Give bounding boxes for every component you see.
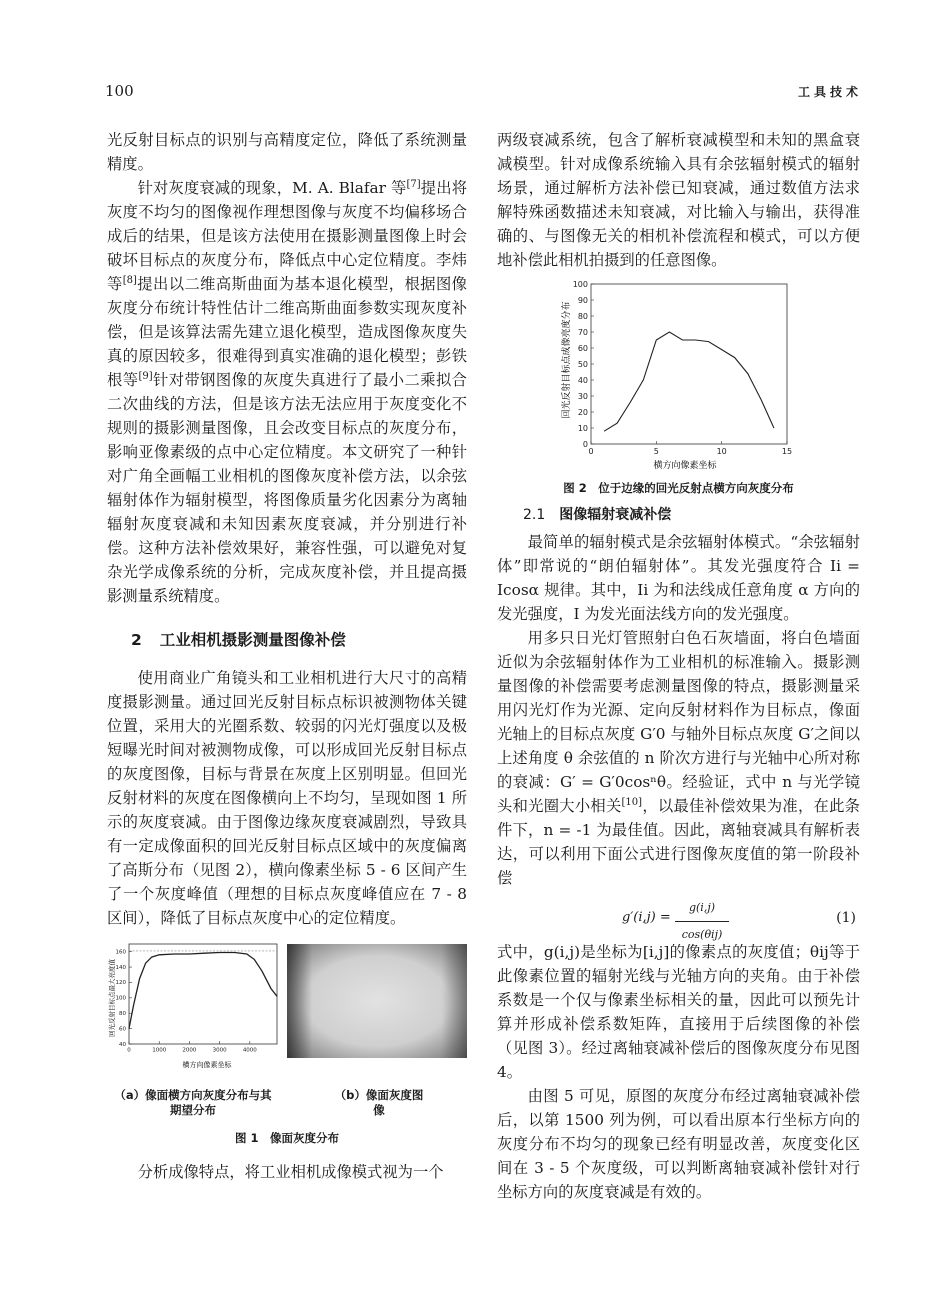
left-paragraph-2: 针对灰度衰减的现象，M. A. Blafar 等[7]提出将灰度不均匀的图像视作理想图像与灰度不均偏移场合成后的结果，但是该方法使用在摄影测量图像上时会破坏目标点的灰度分布，降低点中心定位精度。李炜等[8]提出以二维高斯曲面为基本退化模型，根据图像灰度分布统计特性估计二维高斯曲面参数实现灰度补偿，但是该算法需先建立退化模型，造成图像灰度失真的原因较多，很难得到真实准确的退化模型；彭铁根等[9]针对带钢图像的灰度失真进行了最小二乘拟合二次曲线的方法，但是该方法无法应用于灰度变化不规则的摄影测量图像，且会改变目标点的灰度分布，影响亚像素级的点中心定位精度。本文研究了一种针对广角全画幅工业相机的图像灰度补偿方法，以余弦辐射体作为辐射模型，将图像质量劣化因素分为离轴辐射灰度衰减和未知因素灰度衰减，并分别进行补偿。这种方法补偿效果好，兼容性强，可以避免对复杂光学成像系统的分析，完成灰度补偿，并且提高摄影测量系统精度。 xyxy=(107,178,467,605)
citation-7: [7] xyxy=(406,178,421,190)
citation-9: [9] xyxy=(138,370,153,382)
x-tick-label: 10 xyxy=(716,447,727,456)
equation-label: (1) xyxy=(836,910,856,926)
y-tick-label: 120 xyxy=(115,980,126,987)
left-paragraph-3: 使用商业广角镜头和工业相机进行大尺寸的高精度摄影测量。通过回光反射目标点标识被测物体关键位置，采用大的光圈系数、较弱的闪光灯强度以及极短曝光时间对被测物成像，可以形成回光反射目标点的灰度图像，目标与背景在灰度上区别明显。但回光反射材料的灰度在图像横向上不均匀，呈现如图 1 所示的灰度衰减。由于图像边缘灰度衰减剧烈，导致具有一定成像面积的回光反射目标点区域中的灰度偏离了高斯分布（见图 2），横向像素坐标 5 - 6 区间产生了一个灰度峰值（理想的目标点灰度峰值应在 7 - 8 区间），降低了目标点灰度中心的定位精度。 xyxy=(107,669,467,927)
x-tick-label: 1000 xyxy=(152,1047,167,1054)
equation-fraction xyxy=(675,896,729,947)
y-tick-label: 80 xyxy=(119,1010,126,1017)
figure-1a-chart xyxy=(103,940,283,1070)
left-paragraph-4: 分析成像特点，将工业相机成像模式视为一个 xyxy=(137,1163,444,1181)
y-tick-label: 30 xyxy=(577,392,588,401)
citation-10: [10] xyxy=(621,796,643,808)
x-tick-label: 4000 xyxy=(242,1047,257,1054)
y-tick-label: 90 xyxy=(577,296,588,305)
equation-denominator: cos(θij) xyxy=(681,928,723,941)
figure-1a-xlabel: 横方向像素坐标 xyxy=(182,1061,232,1069)
y-tick-label: 50 xyxy=(577,360,588,369)
section-2-1-heading: 2.1 图像辐射衰减补偿 xyxy=(523,507,672,523)
x-tick-label: 15 xyxy=(781,447,793,456)
figure-2-ylabel: 回光反射目标点成像亮度分布 xyxy=(562,301,572,419)
figure-2 xyxy=(497,280,860,476)
x-tick-label: 0 xyxy=(588,447,594,456)
figure-1-subcaptions xyxy=(107,1088,467,1122)
figure-1b-caption: （b）像面灰度图像 xyxy=(334,1088,424,1117)
figure-2-caption: 图 2 位于边缘的回光反射点横方向灰度分布 xyxy=(563,481,794,495)
y-tick-label: 60 xyxy=(577,344,588,353)
section-2-heading: 2 工业相机摄影测量图像补偿 xyxy=(131,631,346,649)
x-tick-label: 3000 xyxy=(212,1047,227,1054)
journal-section: 工具技术 xyxy=(797,85,862,99)
series-line-1 xyxy=(604,332,774,431)
right-paragraph-4: 式中，g(i,j)是坐标为[i,j]的像素点的灰度值；θij等于此像素位置的辐射光线与光轴方向的夹角。由于补偿系数是一个仅与像素坐标相关的量，因此可以预先计算并形成补偿系数矩阵，直接用于后续图像的补偿（见图 3）。经过离轴衰减补偿后的图像灰度分布见图 4。 xyxy=(497,943,860,1081)
y-tick-label: 140 xyxy=(115,964,126,971)
y-tick-label: 100 xyxy=(572,280,588,289)
y-tick-label: 40 xyxy=(577,376,588,385)
citation-8: [8] xyxy=(122,274,137,286)
y-tick-label: 100 xyxy=(115,995,126,1002)
figure-2-xlabel: 横方向像素坐标 xyxy=(653,461,717,471)
y-tick-label: 160 xyxy=(115,949,126,956)
left-paragraph-1: 光反射目标点的识别与高精度定位，降低了系统测量精度。 xyxy=(107,131,467,173)
figure-1a-caption: （a）像面横方向灰度分布与其期望分布 xyxy=(114,1088,272,1117)
y-tick-label: 10 xyxy=(577,424,588,433)
y-tick-label: 80 xyxy=(577,312,588,321)
x-tick-label: 0 xyxy=(127,1047,131,1054)
series-line-1 xyxy=(129,953,277,1029)
equation-numerator: g(i,j) xyxy=(675,896,729,922)
equation-lhs: g′(i,j) = xyxy=(622,910,671,925)
figure-1-caption: 图 1 像面灰度分布 xyxy=(234,1131,339,1145)
figure-1 xyxy=(107,940,467,1088)
y-tick-label: 70 xyxy=(577,328,588,337)
x-tick-label: 5 xyxy=(653,447,659,456)
plot-frame xyxy=(591,284,787,444)
figure-1a-ylabel: 回光反射目标点最大亮度值 xyxy=(108,959,116,1037)
x-tick-label: 2000 xyxy=(182,1047,197,1054)
equation-1 xyxy=(497,894,860,941)
figure-2-chart xyxy=(555,280,815,474)
y-tick-label: 0 xyxy=(582,440,588,449)
right-paragraph-1: 两级衰减系统，包含了解析衰减模型和未知的黑盒衰减模型。针对成像系统输入具有余弦辐射模式的辐射场景，通过解析方法补偿已知衰减，通过数值方法求解特殊函数描述未知衰减，对比输入与输出，获得准确的、与图像无关的相机补偿流程和模式，可以方便地补偿此相机拍摄到的任意图像。 xyxy=(497,131,860,269)
y-tick-label: 40 xyxy=(119,1041,126,1048)
page-number: 100 xyxy=(105,82,134,100)
left-column xyxy=(107,128,467,1184)
right-paragraph-2: 最简单的辐射模式是余弦辐射体模式。“余弦辐射体”即常说的“朗伯辐射体”。其发光强度符合 Ii = Icosα 规律。其中，Ii 为和法线成任意角度 α 方向的发光强度，I 为发光面法线方向的发光强度。 xyxy=(497,533,860,623)
y-tick-label: 60 xyxy=(119,1026,126,1033)
right-column xyxy=(497,128,860,1204)
y-tick-label: 20 xyxy=(577,408,588,417)
figure-1b-image xyxy=(287,944,467,1058)
right-paragraph-5: 由图 5 可见，原图的灰度分布经过离轴衰减补偿后，以第 1500 列为例，可以看出原本行坐标方向的灰度分布不均匀的现象已经有明显改善，灰度变化区间在 3 - 5 个灰度级，可以判断离轴衰减补偿针对行坐标方向的灰度衰减是有效的。 xyxy=(497,1087,860,1201)
right-paragraph-3: 用多只日光灯管照射白色石灰墙面，将白色墙面近似为余弦辐射体作为工业相机的标准输入。摄影测量图像的补偿需要考虑测量图像的特点，摄影测量采用闪光灯作为光源、定向反射材料作为目标点，像面光轴上的目标点灰度 G′0 与轴外目标点灰度 G′之间以上述角度 θ 余弦值的 n 阶次方进行与光轴中心所对称的衰减：G′ = G′0cosⁿθ。经验证，式中 n 与光学镜头和光圈大小相关[10]，以最佳补偿效果为准，在此条件下，n = -1 为最佳值。因此，离轴衰减具有解析表达，可以利用下面公式进行图像灰度值的第一阶段补偿 xyxy=(497,629,860,887)
